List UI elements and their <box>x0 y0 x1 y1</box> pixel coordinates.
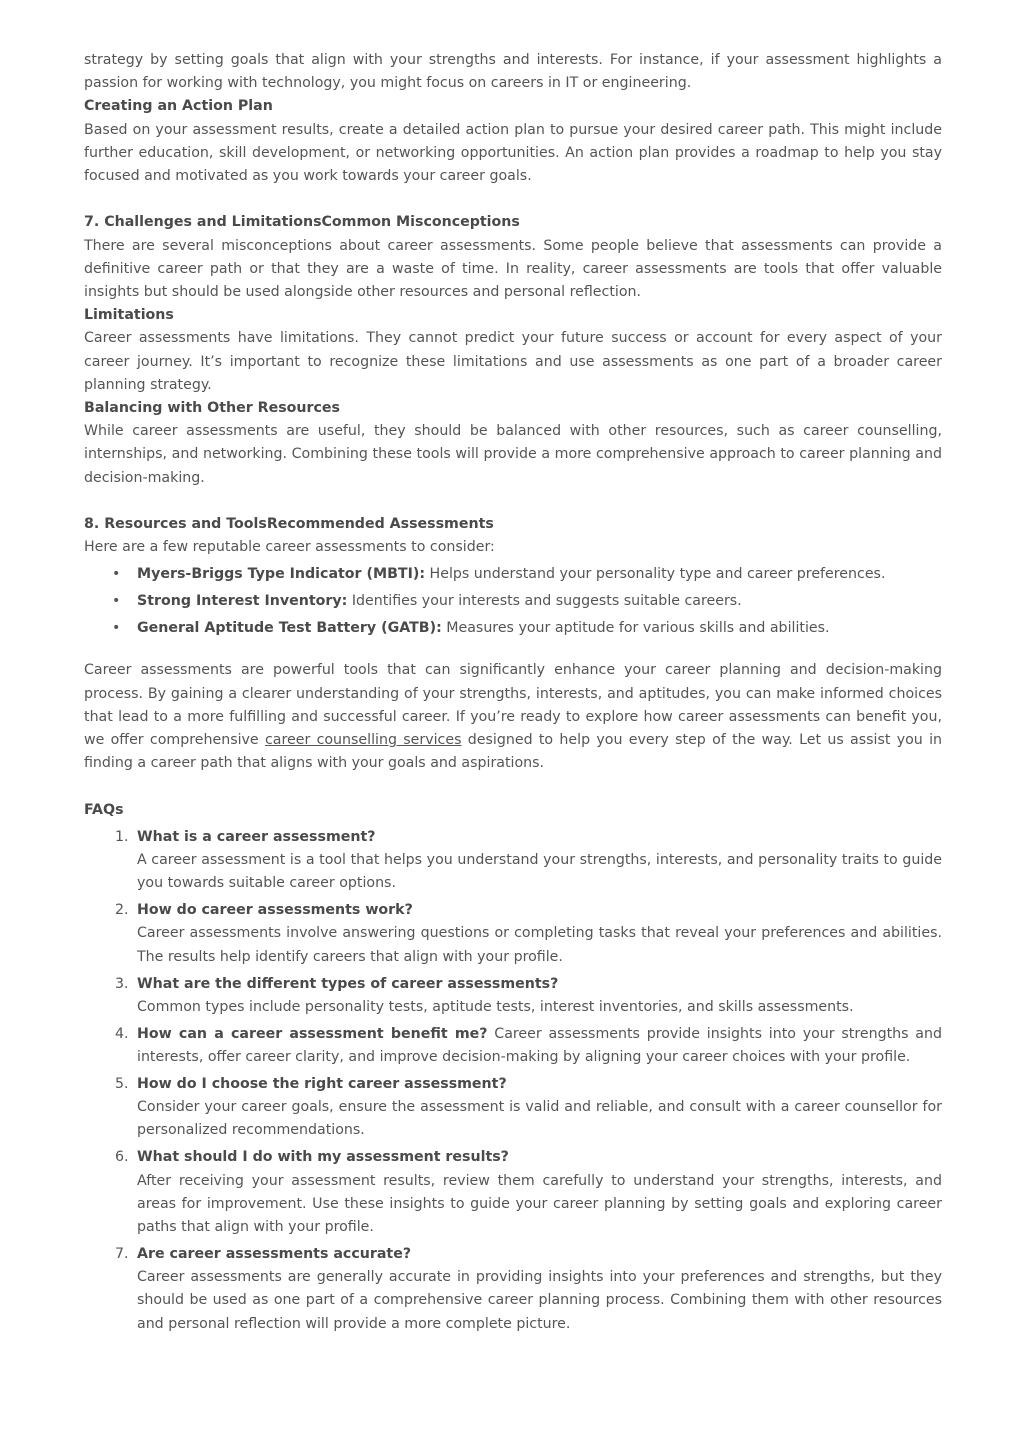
bullet-icon: • <box>112 593 121 610</box>
assessment-description: Helps understand your personality type and career preferences. <box>425 566 886 583</box>
faq-item <box>115 899 942 969</box>
conclusion-text-start: Career assessments are powerful tools that can significantly enhance your career planning and decision-making process. By gaining a clearer understanding of your strengths, interests, and aptitudes, you can make informed choices that lead to a more fulfilling and successful career. If you’re ready to explore how career assessments can benefit you, we offer comprehensive <box>84 662 942 749</box>
faq-list <box>84 826 942 1336</box>
action-plan-paragraph: Based on your assessment results, create a detailed action plan to pursue your desired career path. This might include further education, skill development, or networking opportunities. An action plan provides a roadmap to help you stay focused and motivated as you work towards your career goals. <box>84 121 942 185</box>
faq-question: What should I do with my assessment results? <box>137 1149 509 1166</box>
faq-number: 6. <box>115 1149 129 1166</box>
faq-item <box>115 826 942 896</box>
faq-number: 4. <box>115 1025 129 1042</box>
faq-number: 5. <box>115 1076 129 1093</box>
bullet-icon: • <box>112 566 121 583</box>
conclusion-paragraph <box>84 659 942 775</box>
faq-number: 1. <box>115 828 129 845</box>
faq-answer: A career assessment is a tool that helps you understand your strengths, interests, and personality traits to guide you towards suitable career options. <box>137 852 942 892</box>
spacer <box>84 188 942 211</box>
faq-answer: Career assessments involve answering questions or completing tasks that reveal your preferences and abilities. The results help identify careers that align with your profile. <box>137 925 942 965</box>
assessment-name: Myers-Briggs Type Indicator (MBTI): <box>137 566 426 583</box>
conclusion-text-end: designed to help you every step of the way. Let us assist you in finding a career path that aligns with your goals and aspirations. <box>84 732 942 772</box>
faq-item <box>115 1243 942 1336</box>
faq-item <box>115 973 942 1019</box>
list-item <box>112 563 942 586</box>
faq-number: 3. <box>115 975 129 992</box>
faq-answer: After receiving your assessment results, review them carefully to understand your strengths, interests, and areas for improvement. Use these insights to guide your career planning by setting goals and exploring career paths that align with your profile. <box>137 1172 942 1236</box>
balancing-paragraph: While career assessments are useful, they should be balanced with other resources, such as career counselling, internships, and networking. Combining these tools will provide a more comprehensive approach to career planning and decision-making. <box>84 423 942 486</box>
assessments-intro: Here are a few reputable career assessments to consider: <box>84 539 495 556</box>
section-8-heading: 8. Resources and ToolsRecommended Assessments <box>84 516 494 533</box>
intro-paragraph: strategy by setting goals that align with your strengths and interests. For instance, if your assessment highlights a passion for working with technology, you might focus on careers in IT or engineering. <box>84 52 942 92</box>
assessment-name: General Aptitude Test Battery (GATB): <box>137 620 442 637</box>
faq-item <box>115 1073 942 1143</box>
assessment-list <box>84 563 942 640</box>
assessment-description: Measures your aptitude for various skills and abilities. <box>441 620 830 637</box>
misconceptions-paragraph: There are several misconceptions about career assessments. Some people believe that assessments can provide a definitive career path or that they are a waste of time. In reality, career assessments are tools that offer valuable insights but should be used alongside other resources and personal reflection. <box>84 237 942 301</box>
faq-question: How can a career assessment benefit me? <box>137 1025 488 1042</box>
faq-item <box>115 1146 942 1239</box>
faq-number: 7. <box>115 1246 129 1263</box>
list-item <box>112 617 942 640</box>
balancing-heading: Balancing with Other Resources <box>84 400 340 417</box>
faq-question: What are the different types of career assessments? <box>137 975 559 992</box>
faq-answer: Common types include personality tests, aptitude tests, interest inventories, and skills assessments. <box>137 998 854 1015</box>
faq-answer: Career assessments are generally accurate in providing insights into your preferences and strengths, but they should be used as one part of a comprehensive career planning process. Combining them with other resources and personal reflection will provide a more complete picture. <box>137 1269 942 1332</box>
spacer <box>84 644 942 659</box>
faq-item <box>115 1023 942 1069</box>
assessment-name: Strong Interest Inventory: <box>137 593 348 610</box>
assessment-description: Identifies your interests and suggests suitable careers. <box>347 593 742 610</box>
faq-question: How do I choose the right career assessment? <box>137 1076 507 1093</box>
faqs-heading: FAQs <box>84 801 124 818</box>
faq-answer: Career assessments provide insights into your strengths and interests, offer career clarity, and improve decision-making by aligning your career choices with your profile. <box>137 1025 942 1066</box>
faq-question: Are career assessments accurate? <box>137 1246 412 1263</box>
faq-question: How do career assessments work? <box>137 902 413 919</box>
limitations-paragraph: Career assessments have limitations. They cannot predict your future success or account for every aspect of your career journey. It’s important to recognize these limitations and use assessments as one part of a broader career planning strategy. <box>84 330 942 393</box>
spacer <box>84 490 942 513</box>
list-item <box>112 590 942 613</box>
bullet-icon: • <box>112 620 121 637</box>
career-counselling-link[interactable]: career counselling services <box>264 732 462 749</box>
faq-answer: Consider your career goals, ensure the assessment is valid and reliable, and consult with a career counsellor for personalized recommendations. <box>137 1099 942 1139</box>
faq-number: 2. <box>115 902 129 919</box>
spacer <box>84 775 942 798</box>
limitations-heading: Limitations <box>84 307 174 324</box>
section-7-heading: 7. Challenges and LimitationsCommon Misconceptions <box>84 214 520 231</box>
faq-question: What is a career assessment? <box>137 828 376 845</box>
action-plan-heading: Creating an Action Plan <box>84 98 273 115</box>
